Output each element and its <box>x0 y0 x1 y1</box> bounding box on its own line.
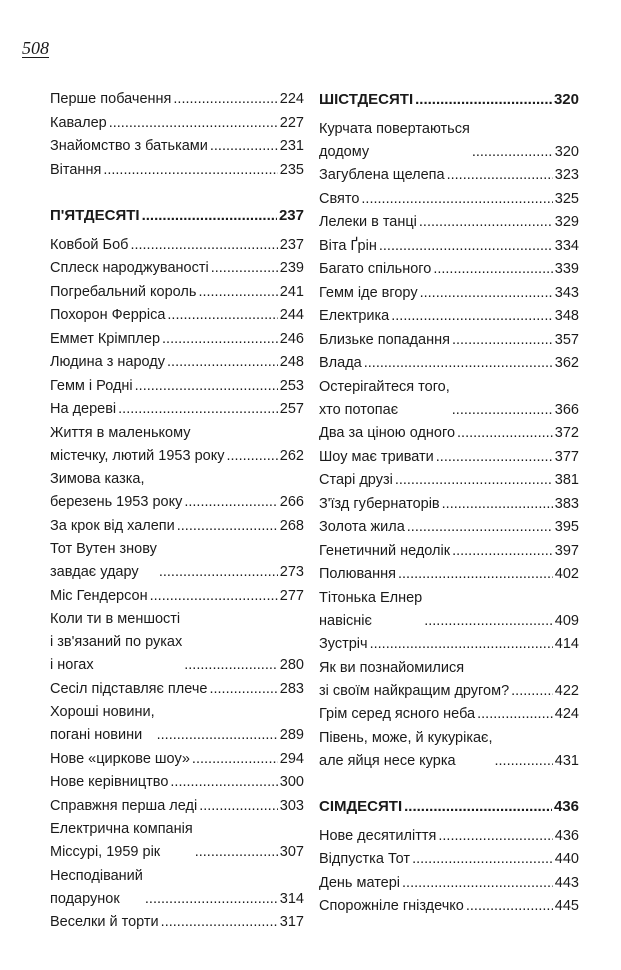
toc-entry <box>50 608 304 677</box>
toc-page-number: 248 <box>279 354 304 370</box>
toc-leader-dots <box>452 399 553 422</box>
toc-entry <box>319 352 579 375</box>
toc-entry <box>319 825 579 848</box>
toc-entry-title <box>319 258 431 281</box>
toc-leader-dots <box>150 585 278 608</box>
toc-entry <box>50 135 304 158</box>
toc-entry-title-line: ШІСТДЕСЯТІ <box>319 91 414 108</box>
toc-entry-title <box>319 235 377 258</box>
toc-entry-title-line: Близьке попадання <box>319 331 450 348</box>
toc-entry-title-line: Загублена щелепа <box>319 167 445 183</box>
toc-page-number: 334 <box>554 237 579 254</box>
toc-page-number: 431 <box>554 752 579 769</box>
toc-leader-dots <box>412 848 553 871</box>
toc-leader-dots <box>142 204 277 227</box>
toc-entry <box>50 351 304 374</box>
toc-section-heading <box>319 795 579 818</box>
toc-page-number: 445 <box>554 898 579 914</box>
toc-entry-title <box>319 211 417 234</box>
toc-entry <box>319 422 579 445</box>
toc-leader-dots <box>167 304 277 327</box>
toc-entry <box>50 159 304 182</box>
toc-entry-title-line: Два за ціною одного <box>319 425 456 441</box>
toc-entry-title-line: Півень, може, й кукурікає, <box>319 729 493 746</box>
toc-page-number: 323 <box>554 167 579 183</box>
toc-entry <box>50 911 304 934</box>
toc-entry-title-line: завдає удару <box>50 564 139 580</box>
toc-leader-dots <box>109 112 278 135</box>
toc-page-number: 257 <box>279 401 304 417</box>
toc-entry-title <box>319 872 400 895</box>
toc-column-left <box>50 88 304 935</box>
toc-entry-title-line: Веселки й торти <box>50 914 159 930</box>
toc-entry <box>50 328 304 351</box>
toc-page-number: 294 <box>279 750 304 767</box>
toc-leader-dots <box>195 841 278 864</box>
toc-entry-title-line: Остерігайтеся того, <box>319 378 450 395</box>
toc-entry-title <box>319 188 359 211</box>
toc-entry <box>50 257 304 280</box>
toc-entry-title <box>319 305 389 328</box>
toc-entry-title <box>319 563 396 586</box>
toc-leader-dots <box>404 795 552 818</box>
toc-entry <box>319 282 579 305</box>
toc-leader-dots <box>379 235 553 258</box>
toc-entry <box>319 633 579 656</box>
toc-leader-dots <box>361 188 552 211</box>
toc-leader-dots <box>398 563 553 586</box>
toc-entry <box>50 234 304 257</box>
toc-entry-title-line: Грім серед ясного неба <box>319 706 476 722</box>
toc-entry-title-line: За крок від халепи <box>50 517 175 534</box>
toc-entry-title-line: На дереві <box>50 401 117 417</box>
toc-page-number: 409 <box>554 612 579 629</box>
toc-leader-dots <box>494 750 552 773</box>
toc-entry-title <box>50 398 116 421</box>
toc-entry-title <box>319 118 470 164</box>
toc-page-number: 237 <box>278 207 304 224</box>
toc-page-number: 307 <box>279 844 304 860</box>
toc-page-number: 231 <box>279 138 304 154</box>
section-spacer <box>50 182 304 204</box>
toc-entry <box>50 422 304 468</box>
toc-entry <box>50 515 304 538</box>
toc-entry <box>50 795 304 818</box>
toc-entry-title <box>319 825 436 848</box>
toc-page-number: 402 <box>554 566 579 582</box>
toc-entry-title-line: березень 1953 року <box>50 494 183 510</box>
toc-entry-title <box>50 911 159 934</box>
toc-entry-title-line: подарунок <box>50 890 120 907</box>
toc-entry-title <box>50 204 140 227</box>
toc-leader-dots <box>226 445 277 468</box>
toc-entry <box>319 446 579 469</box>
toc-entry-title <box>50 468 182 514</box>
toc-entry <box>50 865 304 911</box>
toc-page-number: 414 <box>554 636 579 652</box>
toc-leader-dots <box>135 375 278 398</box>
toc-entry-title-line: СІМДЕСЯТІ <box>319 798 403 815</box>
toc-entry-title-line: Вітання <box>50 161 102 178</box>
toc-leader-dots <box>452 329 553 352</box>
toc-page-number: 343 <box>554 284 579 301</box>
toc-entry-title <box>50 538 157 584</box>
toc-entry-title-line: додому <box>319 143 370 160</box>
toc-entry-title-line: і ногах <box>50 657 94 673</box>
toc-entry-title <box>50 234 128 257</box>
toc-page-number: 320 <box>554 143 579 160</box>
toc-page-number: 383 <box>554 495 579 512</box>
section-spacer <box>319 773 579 795</box>
toc-leader-dots <box>466 895 553 918</box>
toc-leader-dots <box>442 493 553 516</box>
toc-entry <box>319 188 579 211</box>
toc-leader-dots <box>198 281 277 304</box>
toc-entry-title-line: Гемм і Родні <box>50 377 133 394</box>
toc-page-number: 224 <box>279 91 304 107</box>
toc-entry-title <box>50 865 143 911</box>
toc-entry <box>50 112 304 135</box>
toc-entry-title-line: Життя в маленькому <box>50 424 191 441</box>
toc-entry-title <box>319 516 405 539</box>
toc-entry-title <box>319 164 445 187</box>
toc-entry-title <box>50 795 197 818</box>
toc-entry <box>50 375 304 398</box>
toc-entry-title-line: містечку, лютий 1953 року <box>50 447 225 464</box>
toc-entry-title-line: Шоу має тривати <box>319 448 434 465</box>
toc-leader-dots <box>167 351 278 374</box>
toc-page-number: 303 <box>279 797 304 814</box>
toc-entry <box>319 118 579 164</box>
toc-page-number: 268 <box>279 517 304 534</box>
toc-leader-dots <box>436 446 553 469</box>
toc-leader-dots <box>192 748 278 771</box>
toc-page-number: 329 <box>554 214 579 230</box>
toc-page-number: 239 <box>279 260 304 276</box>
toc-entry-title-line: Перше побачення <box>50 91 172 107</box>
toc-entry-title-line: але яйця несе курка <box>319 752 456 769</box>
toc-page-number: 227 <box>279 114 304 131</box>
toc-leader-dots <box>145 888 278 911</box>
toc-page-number: 424 <box>554 706 579 722</box>
toc-entry-title-line: Зимова казка, <box>50 471 145 487</box>
toc-entry-title-line: Коли ти в меншості <box>50 611 181 627</box>
toc-entry-title <box>319 282 418 305</box>
toc-entry-title-line: і зв'язаний по руках <box>50 634 183 650</box>
toc-entry-title <box>50 748 190 771</box>
toc-leader-dots <box>210 135 278 158</box>
toc-page-number: 253 <box>279 377 304 394</box>
toc-entry-title-line: Нове десятиліття <box>319 827 437 844</box>
toc-entry <box>319 872 579 895</box>
toc-entry-title <box>50 608 182 677</box>
toc-entry-title-line: Спорожніле гніздечко <box>319 898 464 914</box>
toc-column-right <box>319 88 579 919</box>
toc-leader-dots <box>391 305 553 328</box>
toc-entry-title-line: Старі друзі <box>319 472 393 488</box>
toc-section-heading <box>50 204 304 227</box>
toc-entry <box>319 376 579 422</box>
toc-entry-title <box>319 352 362 375</box>
toc-page-number: 314 <box>279 890 304 907</box>
toc-leader-dots <box>159 561 278 584</box>
toc-entry <box>50 818 304 864</box>
toc-page-number: 443 <box>554 874 579 891</box>
toc-entry <box>319 469 579 492</box>
toc-entry-title-line: Ковбой Боб <box>50 236 129 253</box>
toc-entry <box>50 771 304 794</box>
toc-entry-title-line: Сесіл підставляє плече <box>50 680 208 697</box>
toc-entry-title <box>50 88 171 111</box>
toc-entry-title-line: Сплеск народжуваності <box>50 260 209 276</box>
toc-entry-title <box>319 446 434 469</box>
toc-page-number: 273 <box>279 564 304 580</box>
toc-entry-title-line: Несподіваний <box>50 867 143 884</box>
toc-entry-title-line: Свято <box>319 190 360 207</box>
toc-leader-dots <box>477 703 553 726</box>
toc-entry-title-line: Як ви познайомилися <box>319 659 465 676</box>
toc-entry-title <box>319 587 422 633</box>
toc-leader-dots <box>103 159 277 182</box>
toc-entry-title <box>50 375 133 398</box>
toc-entry-title <box>50 678 207 701</box>
toc-entry-title-line: П'ЯТДЕСЯТІ <box>50 207 140 224</box>
toc-page-number: 244 <box>279 307 304 323</box>
toc-entry-title-line: Нове «циркове шоу» <box>50 750 190 767</box>
toc-entry-title-line: Тот Вутен знову <box>50 541 157 557</box>
toc-entry-title-line: Електрика <box>319 308 390 324</box>
toc-page-number: 366 <box>554 401 579 418</box>
toc-entry-title-line: Курчата повертаються <box>319 120 470 137</box>
toc-entry <box>319 329 579 352</box>
toc-leader-dots <box>209 678 277 701</box>
toc-entry-title <box>50 585 148 608</box>
toc-entry <box>319 727 579 773</box>
toc-entry <box>319 540 579 563</box>
toc-entry <box>319 258 579 281</box>
toc-entry <box>50 678 304 701</box>
toc-entry-title <box>319 88 413 111</box>
toc-entry <box>50 398 304 421</box>
toc-entry <box>50 538 304 584</box>
toc-leader-dots <box>162 328 278 351</box>
toc-entry <box>50 281 304 304</box>
toc-entry-title <box>319 376 450 422</box>
toc-leader-dots <box>395 469 553 492</box>
toc-entry-title-line: Похорон Ферріса <box>50 307 166 323</box>
toc-leader-dots <box>130 234 277 257</box>
toc-entry-title <box>319 633 368 656</box>
toc-entry-title-line: Міссурі, 1959 рік <box>50 844 161 860</box>
toc-entry-title <box>50 515 175 538</box>
toc-entry <box>319 703 579 726</box>
toc-entry-title <box>319 657 509 703</box>
toc-leader-dots <box>364 352 553 375</box>
toc-entry-title <box>319 895 464 918</box>
toc-entry <box>319 657 579 703</box>
toc-entry-title <box>319 493 440 516</box>
toc-entry-title <box>50 351 165 374</box>
toc-entry <box>50 304 304 327</box>
toc-entry <box>319 493 579 516</box>
toc-page-number: 262 <box>279 447 304 464</box>
toc-entry-title-line: Електрична компанія <box>50 821 193 837</box>
toc-page-number: 317 <box>279 914 304 930</box>
toc-entry-title <box>319 540 450 563</box>
toc-entry <box>319 848 579 871</box>
toc-entry-title <box>319 795 402 818</box>
toc-entry-title <box>319 703 475 726</box>
toc-entry-title-line: Кавалер <box>50 114 107 131</box>
toc-page-number: 436 <box>554 827 579 844</box>
toc-entry-title-line: З'їзд губернаторів <box>319 495 440 512</box>
toc-page-number: 348 <box>554 308 579 324</box>
toc-leader-dots <box>419 211 553 234</box>
toc-leader-dots <box>370 633 553 656</box>
toc-entry-title-line: Віта Ґрін <box>319 237 377 254</box>
toc-page-number: 372 <box>554 425 579 441</box>
toc-leader-dots <box>472 141 553 164</box>
toc-entry-title <box>50 771 168 794</box>
toc-entry-title <box>50 257 209 280</box>
toc-leader-dots <box>170 771 277 794</box>
toc-entry-title <box>319 848 410 871</box>
toc-entry <box>319 235 579 258</box>
toc-entry-title-line: зі своїм найкращим другом? <box>319 682 510 699</box>
toc-entry <box>50 748 304 771</box>
toc-entry-title-line: навісніє <box>319 612 372 629</box>
toc-entry-title-line: День матері <box>319 874 401 891</box>
toc-leader-dots <box>161 911 278 934</box>
toc-entry-title <box>319 422 455 445</box>
toc-page-number: 237 <box>279 236 304 253</box>
toc-leader-dots <box>407 516 553 539</box>
toc-leader-dots <box>415 88 552 111</box>
toc-entry <box>319 895 579 918</box>
toc-entry-title-line: Гемм іде вгору <box>319 284 418 301</box>
toc-leader-dots <box>447 164 553 187</box>
toc-leader-dots <box>173 88 277 111</box>
toc-section-heading <box>319 88 579 111</box>
toc-leader-dots <box>457 422 553 445</box>
toc-leader-dots <box>184 654 278 677</box>
toc-leader-dots <box>402 872 553 895</box>
toc-entry <box>319 587 579 633</box>
toc-entry-title <box>319 469 393 492</box>
toc-entry-title-line: Еммет Крімплер <box>50 330 161 347</box>
toc-entry-title-line: Відпустка Тот <box>319 851 411 867</box>
toc-leader-dots <box>433 258 552 281</box>
toc-entry-title <box>50 328 160 351</box>
toc-entry-title <box>50 701 155 747</box>
toc-page-number: 397 <box>554 542 579 559</box>
toc-page-number: 362 <box>554 355 579 371</box>
toc-entry-title-line: Лелеки в танці <box>319 214 417 230</box>
toc-entry-title-line: Нове керівництво <box>50 774 169 790</box>
toc-entry-title-line: хто потопає <box>319 401 399 418</box>
toc-entry-title <box>50 135 208 158</box>
toc-page-number: 436 <box>553 798 579 815</box>
toc-entry <box>50 88 304 111</box>
toc-entry <box>319 164 579 187</box>
toc-entry-title-line: Погребальний король <box>50 283 197 300</box>
toc-entry-title-line: погані новини <box>50 727 143 743</box>
toc-page-number: 280 <box>279 657 304 673</box>
toc-page-number: 277 <box>279 587 304 604</box>
toc-leader-dots <box>199 795 278 818</box>
toc-page-number: 377 <box>554 448 579 465</box>
toc-page-number: 241 <box>279 283 304 300</box>
toc-entry <box>50 701 304 747</box>
toc-entry-title-line: Полювання <box>319 566 396 582</box>
toc-entry-title-line: Багато спільного <box>319 261 432 277</box>
toc-entry-title <box>319 727 492 773</box>
toc-page-number: 300 <box>279 774 304 790</box>
toc-entry-title-line: Міс Гендерсон <box>50 587 148 604</box>
toc-entry-title <box>319 329 450 352</box>
toc-entry-title-line: Тітонька Елнер <box>319 589 423 606</box>
toc-leader-dots <box>511 680 553 703</box>
toc-page-number: 235 <box>279 161 304 178</box>
toc-entry-title-line: Справжня перша леді <box>50 797 198 814</box>
toc-leader-dots <box>211 257 278 280</box>
page-number: 508 <box>22 38 49 58</box>
toc-leader-dots <box>438 825 552 848</box>
toc-entry-title <box>50 281 196 304</box>
toc-entry <box>319 305 579 328</box>
toc-entry-title <box>50 422 224 468</box>
toc-leader-dots <box>420 282 553 305</box>
toc-leader-dots <box>184 491 277 514</box>
toc-page-number: 320 <box>553 91 579 108</box>
toc-entry <box>319 563 579 586</box>
toc-entry-title-line: Знайомство з батьками <box>50 138 208 154</box>
toc-entry <box>50 468 304 514</box>
toc-entry-title <box>50 304 165 327</box>
toc-entry-title <box>50 818 193 864</box>
toc-entry <box>50 585 304 608</box>
toc-page-number: 266 <box>279 494 304 510</box>
toc-entry-title-line: Хороші новини, <box>50 704 155 720</box>
toc-entry-title-line: Людина з народу <box>50 354 166 370</box>
toc-entry <box>319 516 579 539</box>
toc-page-number: 395 <box>554 519 579 535</box>
toc-entry-title <box>50 112 107 135</box>
toc-entry-title-line: Зустріч <box>319 636 368 652</box>
toc-page-number: 422 <box>554 682 579 699</box>
toc-page-number: 440 <box>554 851 579 867</box>
toc-leader-dots <box>177 515 278 538</box>
toc-page-number: 357 <box>554 331 579 348</box>
toc-page-number: 325 <box>554 190 579 207</box>
toc-entry-title <box>50 159 101 182</box>
toc-entry-title-line: Генетичний недолік <box>319 542 451 559</box>
toc-leader-dots <box>424 610 553 633</box>
toc-leader-dots <box>452 540 553 563</box>
toc-entry <box>319 211 579 234</box>
toc-page-number: 246 <box>279 330 304 347</box>
toc-page-number: 381 <box>554 472 579 488</box>
toc-page-number: 289 <box>279 727 304 743</box>
toc-leader-dots <box>157 724 278 747</box>
toc-leader-dots <box>118 398 278 421</box>
toc-page-number: 283 <box>279 680 304 697</box>
toc-page-number: 339 <box>554 261 579 277</box>
toc-entry-title-line: Золота жила <box>319 519 405 535</box>
toc-entry-title-line: Влада <box>319 355 362 371</box>
